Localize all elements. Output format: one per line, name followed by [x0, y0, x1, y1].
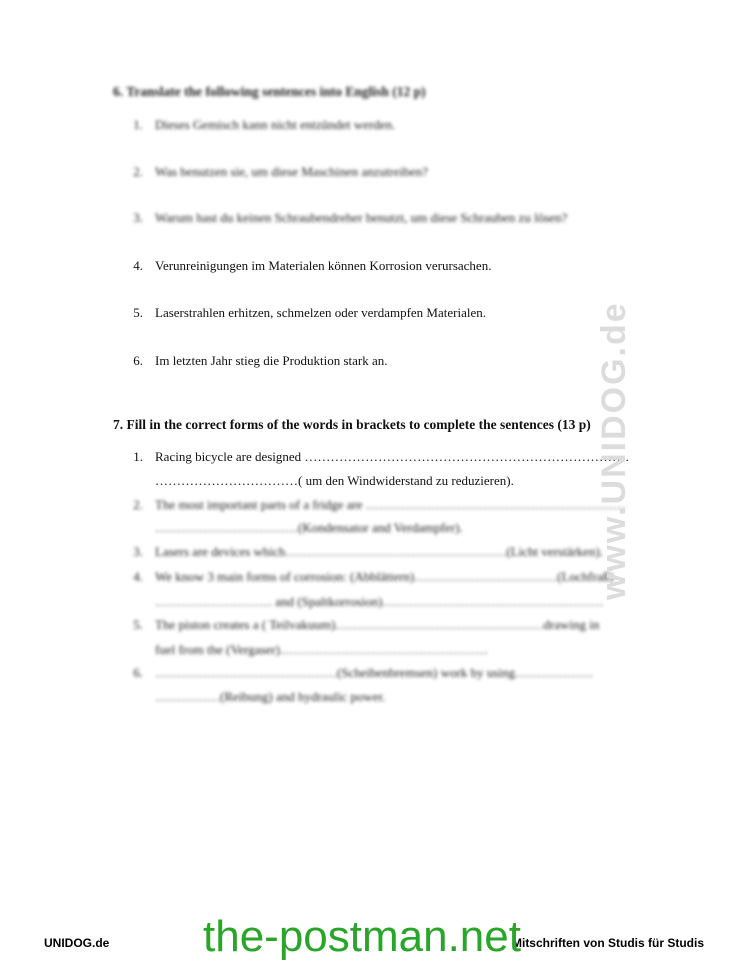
item-number: 4. — [133, 569, 143, 584]
translation-sentence: Im letzten Jahr stieg die Produktion stark an. — [155, 353, 388, 368]
translation-sentence: Warum hast du keinen Schraubendreher benutzt, um diese Schrauben zu lösen? — [155, 210, 568, 225]
translation-sentence: Verunreinigungen im Materialen können Korrosion verursachen. — [155, 258, 492, 273]
brand-logo: the-postman.net — [203, 912, 521, 961]
item-number: 2. — [133, 164, 143, 179]
footer-right-label: Mitschriften von Studis für Studis — [511, 936, 704, 950]
translation-sentence: Dieses Gemisch kann nicht entzündet werden. — [155, 117, 396, 132]
gap-fill-line: The piston creates a ( Teilvakuum)…………………………………………drawing in — [155, 617, 600, 632]
gap-fill-line: fuel from the (Vergaser)………………………………………… — [155, 642, 489, 657]
gap-fill-line: We know 3 main forms of corrosion: (Abblättern)……………………………(Lochfraß) — [155, 569, 614, 584]
watermark: www.UNIDOG.de — [595, 301, 633, 600]
item-number: 4. — [133, 258, 143, 273]
gap-fill-line: The most important parts of a fridge are …………………………………………………… — [155, 497, 626, 512]
gap-fill-line: ……………………… and (Spaltkorrosion)…………………………………………… — [155, 594, 604, 609]
gap-fill-line: ……………………………( um den Windwiderstand zu reduzieren). — [155, 473, 514, 488]
item-number: 1. — [133, 449, 143, 464]
gap-fill-line: Racing bicycle are designed ………………………………………………………………… — [155, 449, 630, 464]
item-number: 6. — [133, 353, 143, 368]
section-6-heading: 6. Translate the following sentences into English (12 p) — [113, 84, 426, 99]
gap-fill-line: ……………………………(Kondensator and Verdampfer). — [155, 520, 463, 535]
translation-sentence: Laserstrahlen erhitzen, schmelzen oder verdampfen Materialen. — [155, 305, 486, 320]
item-number: 3. — [133, 544, 143, 559]
gap-fill-line: ……………(Reibung) and hydraulic power. — [155, 689, 386, 704]
section-7-heading: 7. Fill in the correct forms of the words in brackets to complete the sentences (13 p) — [113, 417, 591, 432]
gap-fill-line: Lasers are devices which……………………………………………(Licht verstärken). — [155, 544, 604, 559]
gap-fill-line: ……………………………………(Scheibenbremsen) work by using……………… — [155, 665, 593, 680]
item-number: 3. — [133, 210, 143, 225]
item-number: 5. — [133, 305, 143, 320]
item-number: 1. — [133, 117, 143, 132]
item-number: 5. — [133, 617, 143, 632]
item-number: 2. — [133, 497, 143, 512]
footer-left-label: UNIDOG.de — [44, 936, 110, 950]
item-number: 6. — [133, 665, 143, 680]
translation-sentence: Was benutzen sie, um diese Maschinen anzutreiben? — [155, 164, 428, 179]
